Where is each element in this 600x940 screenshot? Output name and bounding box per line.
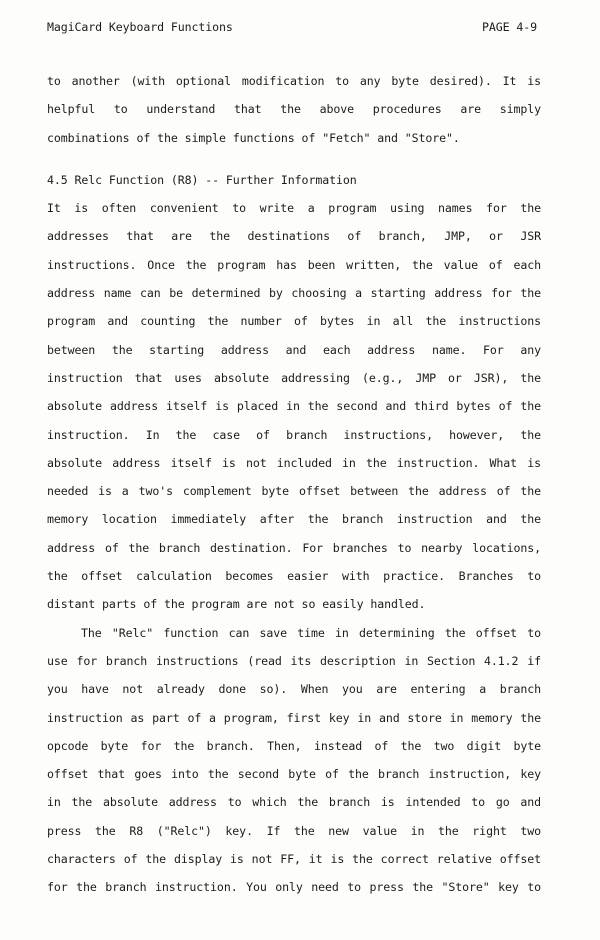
text-line: addresses that are the destinations of branch, JMP, or JSR	[47, 229, 541, 244]
text-line: distant parts of the program are not so easily handled.	[47, 597, 426, 612]
paragraph-relc-usage	[47, 624, 541, 907]
text-line: to another (with optional modification to any byte desired). It is	[47, 74, 541, 88]
text-line: press the R8 ("Relc") key. If the new value in the right two	[47, 823, 541, 838]
text-line: address name can be determined by choosing a starting address for the	[47, 286, 541, 301]
body-text	[47, 72, 541, 907]
text-line: memory location immediately after the branch instruction and the	[47, 512, 541, 527]
text-line: instruction as part of a program, first key in and store in memory the	[47, 710, 541, 725]
text-line: in the absolute address to which the branch is intended to go and	[47, 795, 541, 810]
paragraph-continuation	[47, 72, 541, 157]
text-line: combinations of the simple functions of "Fetch" and "Store".	[47, 130, 460, 145]
text-line: instructions. Once the program has been written, the value of each	[47, 257, 541, 272]
text-line: absolute address itself is not included in the instruction. What is	[47, 455, 541, 470]
text-line: needed is a two's complement byte offset between the address of the	[47, 484, 541, 499]
text-line: instruction. In the case of branch instructions, however, the	[47, 427, 541, 442]
text-line: helpful to understand that the above procedures are simply	[47, 102, 541, 117]
text-line: between the starting address and each address name. For any	[47, 342, 541, 357]
text-line: address of the branch destination. For branches to nearby locations,	[47, 540, 541, 555]
text-line: characters of the display is not FF, it is the correct relative offset	[47, 852, 541, 867]
text-line: for the branch instruction. You only need to press the "Store" key to	[47, 880, 541, 895]
text-line: program and counting the number of bytes in all the instructions	[47, 314, 541, 329]
text-line: absolute address itself is placed in the second and third bytes of the	[47, 399, 541, 414]
text-line: you have not already done so). When you are entering a branch	[47, 682, 541, 697]
text-line: offset that goes into the second byte of the branch instruction, key	[47, 767, 541, 782]
section-heading: 4.5 Relc Function (R8) -- Further Information	[47, 172, 357, 187]
text-line: The "Relc" function can save time in determining the offset to	[81, 625, 541, 640]
text-line: instruction that uses absolute addressing (e.g., JMP or JSR), the	[47, 370, 541, 385]
running-header-title: MagiCard Keyboard Functions	[47, 20, 233, 34]
paragraph-relc-background	[47, 199, 541, 623]
text-line: opcode byte for the branch. Then, instead of the two digit byte	[47, 738, 541, 753]
text-line: It is often convenient to write a program using names for the	[47, 201, 541, 216]
page-number: PAGE 4-9	[482, 20, 538, 34]
text-line: the offset calculation becomes easier with practice. Branches to	[47, 569, 541, 584]
text-line: use for branch instructions (read its description in Section 4.1.2 if	[47, 653, 541, 668]
